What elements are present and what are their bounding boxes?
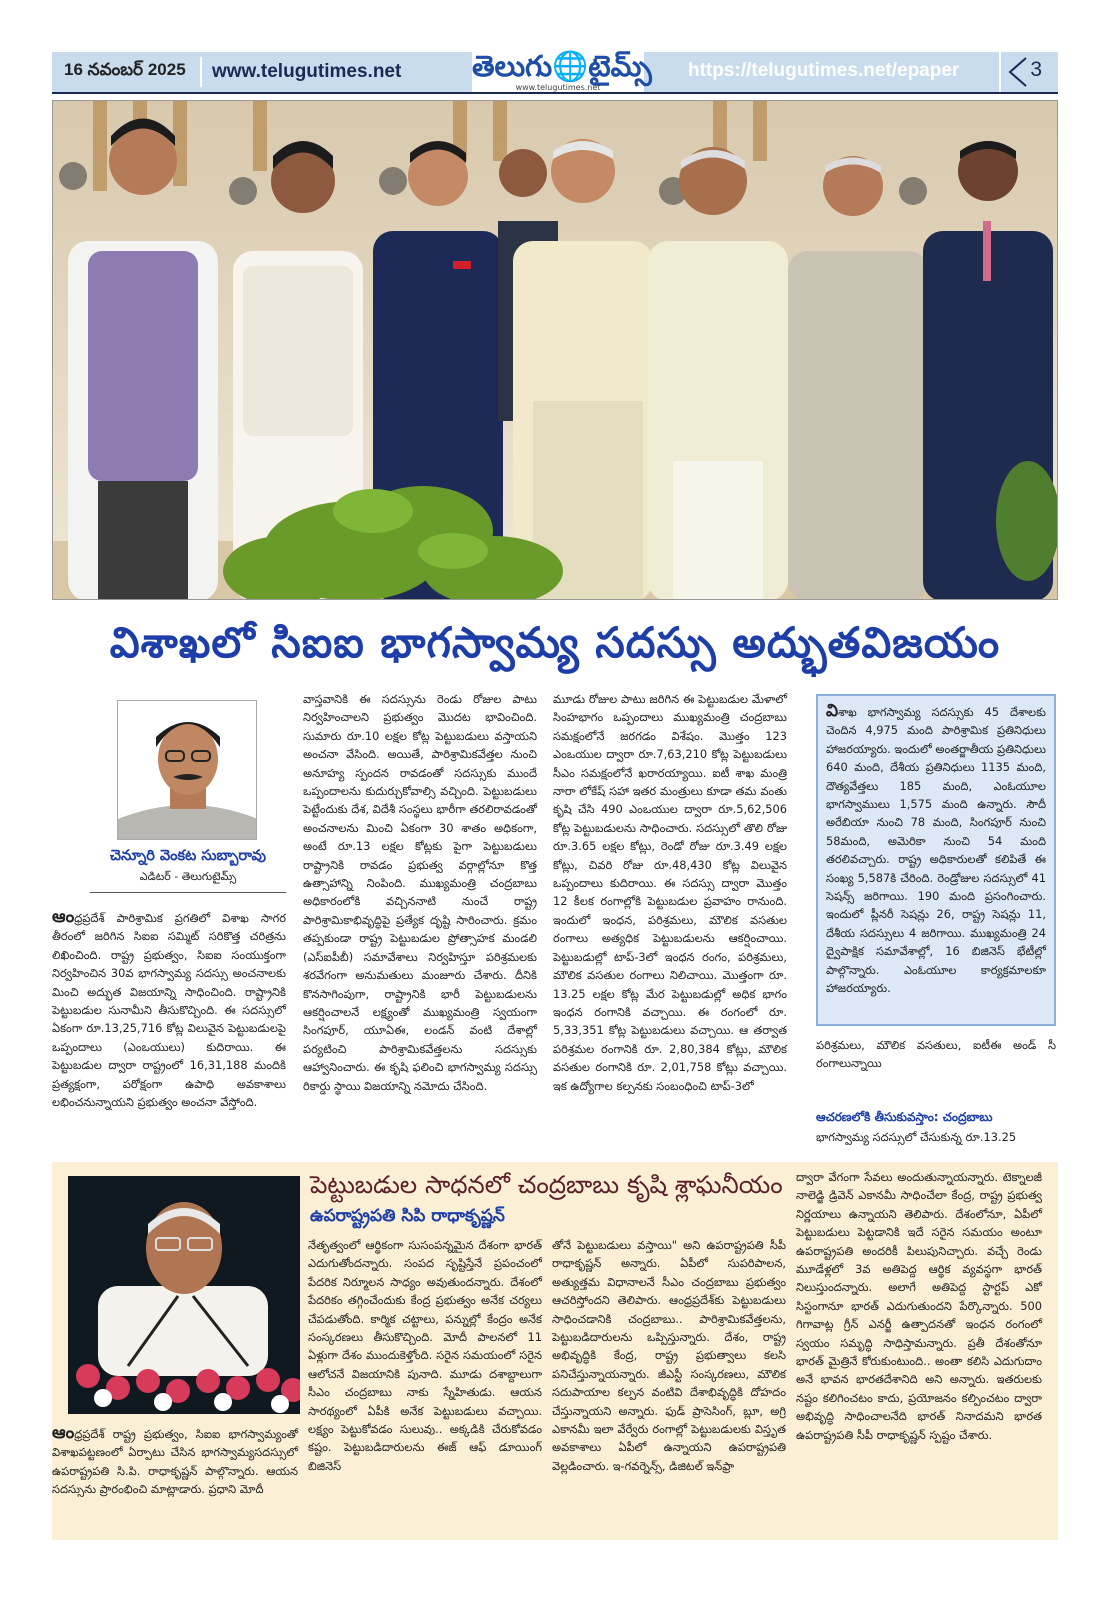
article-column-1 [52, 908, 286, 1111]
bottom-col4-text: ద్వారా వేగంగా సేవలు అందుతున్నాయన్నారు. టెక్నాలజీ నాలెడ్జి డ్రివెన్ ఎకానమీ సాధించేలా కేంద్ర, రాష్ట్ర ప్రభుత్వ నిర్ణయాలు ఉన్నాయని తెలిపారు. దేశంలోనూ, ఏపీలో పెట్టుబడులు పెట్టడానికి ఇదే సరైన సమయం అంటూ ఉపరాష్ట్రపతి అందరికీ పిలుపునిచ్చారు. వచ్చే రెండు మూడేళ్లలో 3వ అతిపెద్ద ఆర్థిక వ్యవస్థగా భారత్ నిలుస్తుందన్నారు. అలాగే అతిపెద్ద స్టార్టప్ ఎకో సిస్టంగానూ భారత్ ఎదుగుతుందని పేర్కొన్నారు. 500 గిగావాట్ల గ్రీన్ ఎనర్జీ ఉత్పాదనతో ఇంధన రంగంలో స్వయం సమృద్ధి సాధిస్తామన్నారు. ప్రతీ దేశంతోనూ భారత్ మైత్రినే కోరుకుంటుంది.. అంతా కలిసి ఎదుగుదాం అనే భావన భారతదేశానిది అని అన్నారు. ఇతరులకు నష్టం కలిగించటం కాదు, ప్రయోజనం కల్పించటం ద్వారా అభివృద్ధి సాధించాలనేది భారత్ నినాదమని భారత ఉపరాష్ట్రపతి సీపీ రాధాకృష్ణన్ స్పష్టం చేశారు. [796, 1170, 1042, 1442]
article-column-4-after [816, 1128, 1056, 1146]
bottom-subheadline: ఉపరాష్ట్రపతి సిపి రాధాకృష్ణన్ [310, 1206, 505, 1226]
header-rule [52, 92, 1058, 94]
logo-url: www.telugutimes.net [515, 83, 601, 92]
col4-after-text: భాగస్వామ్య సదస్సులో చేసుకున్న రూ.13.25 [816, 1130, 1017, 1144]
box-dropcap: వి [826, 701, 839, 721]
author-photo [117, 700, 257, 840]
article-col2-text: వాస్తవానికి ఈ సదస్సును రెండు రోజుల పాటు నిర్వహించాలని ప్రభుత్వం మొదట భావించింది. సుమారు రూ.10 లక్షల కోట్ల పెట్టుబడులు వస్తాయని అంచనా వేసింది. అయితే, పారిశ్రామికవేత్తల నుంచి అనూహ్య స్పందన రావడంతో సదస్సుకు ముందే ఒప్పందాలను కుదుర్చుకోవాల్సి వచ్చింది. పెట్టుబడులు పెట్టేందుకు దేశ, విదేశీ సంస్థలు భారీగా తరలిరావడంతో అంచనాలను మించి ఏకంగా 30 శాతం అధికంగా, అంటే రూ.13 లక్షల కోట్లకు పైగా పెట్టుబడులు రాష్ట్రానికి రావడం ప్రభుత్వ వర్గాల్లోనూ కొత్త ఉత్సాహాన్ని నింపింది. ముఖ్యమంత్రి చంద్రబాబు అధికారంలోకి వచ్చిననాటి నుంచే రాష్ట్ర పారిశ్రామికాభివృద్ధిపై ప్రత్యేక దృష్టి సారించారు. క్రమం తప్పకుండా రాష్ట్ర పెట్టుబడుల ప్రోత్సాహక మండలి (ఎస్ఐపీబీ) సమావేశాలు నిర్వహిస్తూ పరిశ్రమలకు శరవేగంగా అనుమతులు మంజూరు చేశారు. దీనికి కొనసాగింపుగా, రాష్ట్రానికి భారీ పెట్టుబడులను ఆకర్షించాలనే లక్ష్యంతో ముఖ్యమంత్రి స్వయంగా సింగపూర్, యూఏఈ, లండన్ వంటి దేశాల్లో పర్యటించి పారిశ్రామికవేత్తలను సదస్సుకు ఆహ్వానించారు. ఈ కృషి ఫలించి భాగస్వామ్య సదస్సు రికార్డు స్థాయి విజయాన్ని నమోదు చేసింది. [303, 692, 537, 1093]
vice-president-photo [68, 1176, 300, 1414]
bottom-dropcap: ఆం [52, 1423, 75, 1443]
bottom-col1-text: ధ్రప్రదేశ్ రాష్ట్ర ప్రభుత్వం, సిఐఐ భాగస్వామ్యంతో విశాఖపట్టణంలో ఏర్పాటు చేసిన భాగస్వామ్యసదస్సులో ఉపరాష్ట్రపతి సి.పి. రాధాకృష్ణన్ పాల్గొన్నారు. ఆయన సదస్సును ప్రారంభించి మాట్లాడారు. ప్రధాని మోదీ [52, 1427, 298, 1497]
masthead-bar [52, 49, 1058, 92]
box-text: శాఖ భాగస్వామ్య సదస్సుకు 45 దేశాలకు చెందిన 4,975 మంది పారిశ్రామిక ప్రతినిధులు హాజరయ్యారు. ఇందులో అంతర్జాతీయ ప్రతినిధులు 640 మంది, దేశీయ ప్రతినిధులు 1135 మంది, దౌత్యవేత్తలు 185 మంది, ఎంఓయూల భాగస్వాములు 1,575 మంది ఉన్నారు. సౌదీ అరేబియా నుంచి 78 మంది, సింగపూర్ నుంచి 58మంది, అమెరికా నుంచి 54 మంది తరలివచ్చారు. రాష్ట్ర అధికారులతో కలిపితే ఈ సంఖ్య 5,587కి చేరింది. రెండ్రోజుల సదస్సులో 41 సెషన్స్ జరిగాయి. 190 మంది ప్రసంగించారు. ఇందులో ప్లీనరీ సెషన్లు 26, రాష్ట్ర సెషన్లు 11, దేశీయ సదస్సులు 4 జరిగాయి. ముఖ్యమంత్రి 24 ద్వైపాక్షిక సమావేశాల్లో, 16 బిజినెస్ భేటీల్లో పాల్గొన్నారు. ఎంఓయూల కార్యక్రమాలకూ హాజరయ్యారు. [826, 705, 1046, 996]
bottom-col3-text: తోనే పెట్టుబడులు వస్తాయి" అని ఉపరాష్ట్రపతి సీపీ రాధాకృష్ణన్ అన్నారు. ఏపీలో సుపరిపాలన, అత్యుత్తమ విధానాలనే సీఎం చంద్రబాబు ప్రభుత్వం ఆచరిస్తోందని తెలిపారు. ఆంధ్రప్రదేశ్‌కు పెట్టుబడులు సాధించడానికి చంద్రబాబు.. పారిశ్రామికవేత్తలను, పెట్టుబడిదారులను ఒప్పిస్తున్నారు. దేశం, రాష్ట్ర అభివృద్ధికి కేంద్ర, రాష్ట్ర ప్రభుత్వాలు కలసి పనిచేస్తున్నాయన్నారు. జీఎస్టీ సంస్కరణలు, మౌలిక సదుపాయాల కల్పన వంటివి దేశాభివృద్ధికి దోహదం చేస్తున్నాయని అన్నారు. ఫుడ్ ప్రాసెసింగ్, బ్లూ, అగ్రి ఎకానమీ ఇలా వేర్వేరు రంగాల్లో పెట్టుబడులకు విస్తృత అవకాశాలు ఏపీలో ఉన్నాయని ఉపరాష్ట్రపతి వెల్లడించారు. ఇ-గవర్నెన్స్, డిజిటల్ ఇన్‌ఫ్రా [552, 1238, 786, 1473]
page-number-box [996, 52, 1058, 92]
article-subhead: ఆచరణలోకి తీసుకువస్తాం: చంద్రబాబు [816, 1110, 993, 1124]
logo-text-left: తెలుగు [472, 49, 553, 83]
author-role: ఎడిటర్ - తెలుగుటైమ్స్ [139, 870, 237, 883]
author-name: చెన్నూరి వెంకట సుబ్బారావు [110, 848, 266, 864]
bottom-col2-text: నేతృత్వంలో ఆర్థికంగా సుసంపన్నమైన దేశంగా భారత్ ఎదుగుతోందన్నారు. సంపద సృష్టిస్తేనే ప్రపంచంలో పేదరిక నిర్మూలన సాధ్యం అవుతుందన్నారు. దేశంలో పేదరికం తగ్గించేందుకు కేంద్ర ప్రభుత్వం అనేక చర్యలు చేపడుతోంది. కార్మిక చట్టాలు, పన్నుల్లో కేంద్రం అనేక సంస్కరణలు తీసుకొచ్చింది. మోదీ పాలనలో 11 ఏళ్లుగా దేశం ముందుకెళ్తోంది. సరైన సమయంలో సరైన ఆలోచనే విజయానికి పునాది. మూడు దశాబ్దాలుగా సీఎం చంద్రబాబు నాకు స్నేహితుడు. ఆయన సారథ్యంలో ఏపీకి అనేక పెట్టుబడులు వచ్చాయి. లక్ష్యం పెట్టుకోవడం సులువు.. అక్కడికి చేరుకోవడం కష్టం. పెట్టుబడిదారులను ఈజ్ ఆఫ్ డూయింగ్ బిజినెస్ [308, 1238, 542, 1473]
summit-group-photo [52, 100, 1058, 600]
page-number: 3 [1030, 58, 1042, 81]
article-column-3 [553, 690, 787, 1095]
issue-date: 16 నవంబర్ 2025 [64, 60, 186, 79]
bottom-column-3 [552, 1236, 786, 1475]
col4-tail-text: పరిశ్రమలు, మౌలిక వసతులు, ఐటీఈ అండ్ సీ రంగాలున్నాయి [816, 1038, 1056, 1071]
main-headline: విశాఖలో సిఐఐ భాగస్వామ్య సదస్సు అద్భుతవిజయం [109, 618, 1001, 667]
logo-globe-icon: 🌐 [552, 49, 589, 83]
epaper-link[interactable]: https://telugutimes.net/epaper [688, 60, 960, 81]
article-col3-text: మూడు రోజుల పాటు జరిగిన ఈ పెట్టుబడుల మేళాలో సింహభాగం ఒప్పందాలు ముఖ్యమంత్రి చంద్రబాబు సమక్షంలోనే జరగడం విశేషం. మొత్తం 123 ఎంఒయుల ద్వారా రూ.7,63,210 కోట్ల పెట్టుబడులు సీఎం సమక్షంలోనే ఖరారయ్యాయి. ఐటీ శాఖ మంత్రి నారా లోకేష్ సహా ఇతర మంత్రులు కూడా తమ వంతు కృషి చేసి 490 ఎంఒయుల ద్వారా రూ.5,62,506 కోట్ల పెట్టుబడులను సాధించారు. సదస్సులో తొలి రోజు రూ.3.65 లక్షల కోట్లు, రెండో రోజు రూ.3.49 లక్షల కోట్లు, చివరి రోజు రూ.48,430 కోట్ల విలువైన ఒప్పందాలు కుదిరాయి. ఈ సదస్సు ద్వారా మొత్తం 12 కీలక రంగాల్లోకి పెట్టుబడుల ప్రవాహం రానుంది. ఇందులో ఇంధన, పరిశ్రమలు, మౌలిక వసతుల రంగాలు అత్యధిక పెట్టుబడులను ఆకర్షించాయి. పెట్టుబడుల్లో టాప్-3లో ఇంధన రంగం, పరిశ్రమలు, మౌలిక వసతుల రంగాలు నిలిచాయి. మొత్తంగా రూ. 13.25 లక్షల కోట్ల మేర పెట్టుబడుల్లో అధిక భాగం ఇంధన రంగానికి వచ్చాయి. ఈ రంగంలో రూ. 5,33,351 కోట్ల పెట్టుబడులు వచ్చాయి. ఆ తర్వాత పరిశ్రమల రంగానికి రూ. 2,80,384 కోట్లు, మౌలిక వసతుల రంగానికి రూ. 2,01,758 కోట్లు వచ్చాయి. ఇక ఉద్యోగాల కల్పనకు సంబంధించి టాప్-3లో [553, 692, 787, 1093]
author-portrait-image [118, 701, 257, 840]
telugu-times-logo[interactable] [472, 48, 652, 94]
statistics-box-text [826, 702, 1046, 998]
article-column-2 [303, 690, 537, 1095]
bottom-column-1 [52, 1424, 298, 1499]
author-rule [90, 892, 286, 893]
bottom-column-4 [796, 1168, 1042, 1444]
article-column-4-tail [816, 1036, 1056, 1073]
vice-president-image [68, 1176, 300, 1414]
summit-photo-illustration [53, 101, 1058, 600]
logo-text-right: టైమ్స్ [588, 49, 652, 83]
vice-president-article [52, 1162, 1058, 1540]
website-link[interactable]: www.telugutimes.net [212, 61, 402, 82]
bottom-column-2 [308, 1236, 542, 1475]
chevron-left-icon [996, 52, 1058, 92]
bottom-headline: పెట్టుబడుల సాధనలో చంద్రబాబు కృషి శ్లాఘనీయం [310, 1170, 783, 1199]
article-col1-text: ధ్రప్రదేశ్ పారిశ్రామిక ప్రగతిలో విశాఖ సాగర తీరంలో జరిగిన సిఐఐ సమ్మిట్ సరికొత్త చరిత్రను లిఖించింది. రాష్ట్ర ప్రభుత్వం, సిఐఐ సంయుక్తంగా నిర్వహించిన 30వ భాగస్వామ్య సదస్సు అంచనాలకు మించి అద్భుత విజయాన్ని సాధించింది. రాష్ట్రానికి పెట్టుబడుల సునామీని తీసుకొచ్చింది. ఈ సదస్సులో ఏకంగా రూ.13,25,716 కోట్ల విలువైన పెట్టుబడులపై ఒప్పందాలు (ఎంఒయులు) కుదిరాయి. ఈ పెట్టుబడుల ద్వారా రాష్ట్రంలో 16,31,188 మందికి ప్రత్యక్షంగా, పరోక్షంగా ఉపాధి అవకాశాలు లభించనున్నాయని ప్రభుత్వం అంచనా వేస్తోంది. [52, 911, 286, 1110]
statistics-box [816, 694, 1056, 1026]
article-dropcap: ఆం [52, 907, 75, 927]
